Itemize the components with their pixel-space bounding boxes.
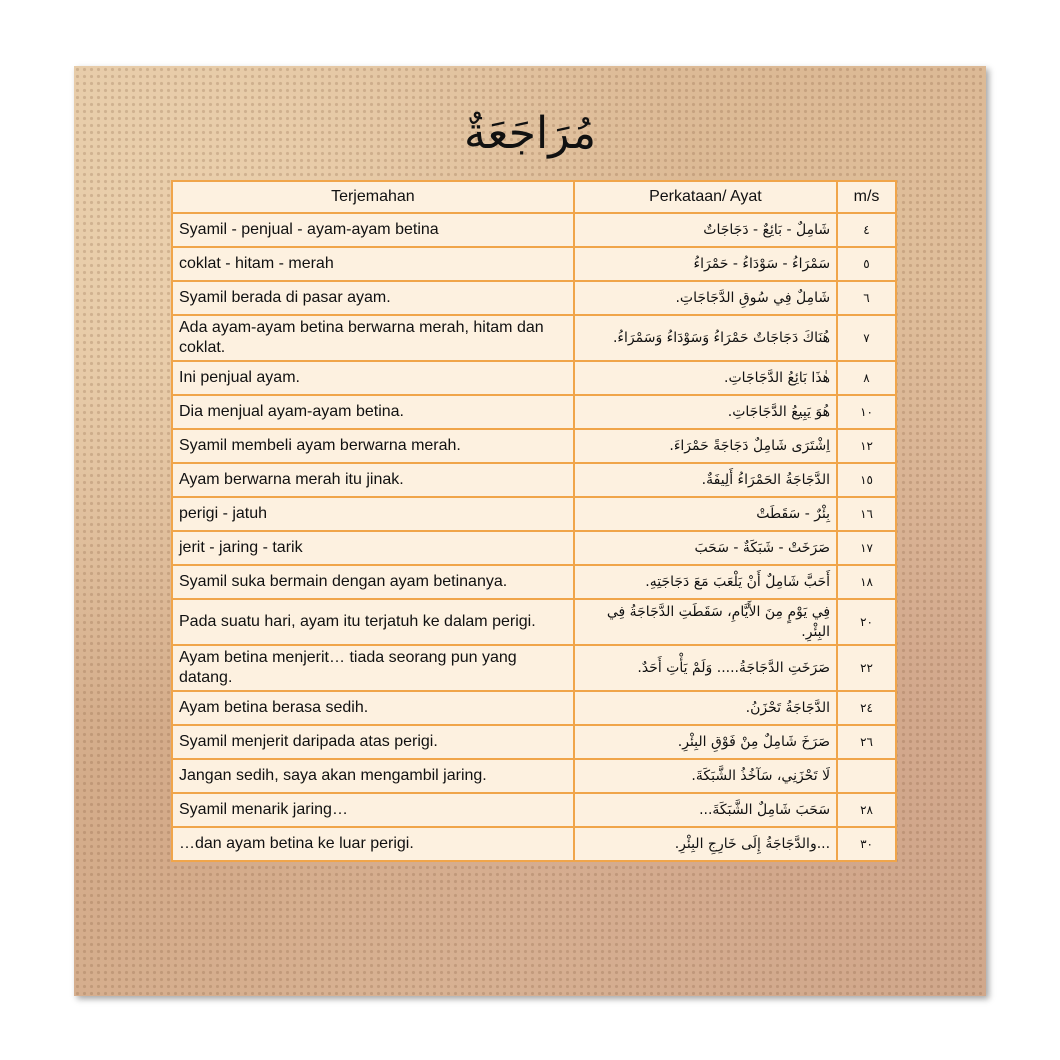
page-number-cell: ١٥	[837, 463, 896, 497]
table-row	[172, 725, 896, 759]
translation-cell: Syamil - penjual - ayam-ayam betina	[172, 213, 574, 247]
translation-cell: Jangan sedih, saya akan mengambil jaring.	[172, 759, 574, 793]
arabic-phrase-cell: هُوَ يَبِيعُ الدَّجَاجَاتِ.	[574, 395, 837, 429]
arabic-phrase-cell: سَحَبَ شَامِلٌ الشَّبَكَةَ...	[574, 793, 837, 827]
table-row	[172, 247, 896, 281]
translation-cell: Syamil berada di pasar ayam.	[172, 281, 574, 315]
table-row	[172, 827, 896, 861]
table-row	[172, 213, 896, 247]
translation-cell: …dan ayam betina ke luar perigi.	[172, 827, 574, 861]
table-row	[172, 395, 896, 429]
arabic-phrase-cell: شَامِلٌ - بَائِعٌ - دَجَاجَاتٌ	[574, 213, 837, 247]
translation-cell: Ini penjual ayam.	[172, 361, 574, 395]
page-number-cell: ١٨	[837, 565, 896, 599]
arabic-phrase-cell: لَا تَحْزَنِي، سَآخُذُ الشَّبَكَةَ.	[574, 759, 837, 793]
column-header-page: m/s	[837, 181, 896, 213]
translation-cell: Syamil suka bermain dengan ayam betinanya.	[172, 565, 574, 599]
arabic-phrase-cell: هٰذَا بَائِعُ الدَّجَاجَاتِ.	[574, 361, 837, 395]
page-number-cell: ٢٨	[837, 793, 896, 827]
arabic-phrase-cell: سَمْرَاءُ - سَوْدَاءُ - حَمْرَاءُ	[574, 247, 837, 281]
arabic-phrase-cell: ...والدَّجَاجَةُ إِلَى خَارِجِ البِئْرِ.	[574, 827, 837, 861]
translation-cell: Ayam berwarna merah itu jinak.	[172, 463, 574, 497]
table-row	[172, 759, 896, 793]
page-number-cell: ٢٤	[837, 691, 896, 725]
page-number-cell: ٢٢	[837, 645, 896, 691]
page-number-cell: ٧	[837, 315, 896, 361]
arabic-phrase-cell: اِشْتَرَى شَامِلٌ دَجَاجَةً حَمْرَاءَ.	[574, 429, 837, 463]
page-number-cell: ٣٠	[837, 827, 896, 861]
table-body	[172, 213, 896, 861]
page-number-cell: ٢٦	[837, 725, 896, 759]
column-header-words: Perkataan/ Ayat	[574, 181, 837, 213]
page-number-cell: ٤	[837, 213, 896, 247]
arabic-phrase-cell: بِئْرٌ - سَقَطَتْ	[574, 497, 837, 531]
table-row	[172, 599, 896, 645]
translation-cell: perigi - jatuh	[172, 497, 574, 531]
arabic-phrase-cell: الدَّجَاجَةُ الحَمْرَاءُ أَلِيفَةٌ.	[574, 463, 837, 497]
translation-cell: Ayam betina berasa sedih.	[172, 691, 574, 725]
table-row	[172, 793, 896, 827]
arabic-phrase-cell: هُنَاكَ دَجَاجَاتٌ حَمْرَاءُ وَسَوْدَاءُ وَسَمْرَاءُ.	[574, 315, 837, 361]
arabic-phrase-cell: صَرَخَ شَامِلٌ مِنْ فَوْقِ البِئْرِ.	[574, 725, 837, 759]
arabic-phrase-cell: فِي يَوْمٍ مِنَ الأَيَّامِ، سَقَطَتِ الدَّجَاجَةُ فِي البِئْرِ.	[574, 599, 837, 645]
translation-cell: jerit - jaring - tarik	[172, 531, 574, 565]
book-page	[74, 66, 986, 996]
page-number-cell: ١٦	[837, 497, 896, 531]
page-number-cell	[837, 759, 896, 793]
translation-cell: Syamil menjerit daripada atas perigi.	[172, 725, 574, 759]
page-number-cell: ٨	[837, 361, 896, 395]
page-number-cell: ٥	[837, 247, 896, 281]
table-row	[172, 531, 896, 565]
table-row	[172, 281, 896, 315]
table-row	[172, 645, 896, 691]
table-row	[172, 315, 896, 361]
arabic-phrase-cell: أَحَبَّ شَامِلٌ أَنْ يَلْعَبَ مَعَ دَجَاجَتِهِ.	[574, 565, 837, 599]
page-number-cell: ١٧	[837, 531, 896, 565]
translation-cell: coklat - hitam - merah	[172, 247, 574, 281]
review-table	[171, 180, 897, 862]
table-row	[172, 463, 896, 497]
arabic-phrase-cell: صَرَخَتِ الدَّجَاجَةُ..... وَلَمْ يَأْتِ أَحَدٌ.	[574, 645, 837, 691]
table-row	[172, 429, 896, 463]
page-number-cell: ١٠	[837, 395, 896, 429]
table-row	[172, 361, 896, 395]
arabic-phrase-cell: الدَّجَاجَةُ تَحْزَنُ.	[574, 691, 837, 725]
column-header-translation: Terjemahan	[172, 181, 574, 213]
table-row	[172, 497, 896, 531]
page-title: مُرَاجَعَةٌ	[463, 108, 597, 159]
translation-cell: Ada ayam-ayam betina berwarna merah, hitam dan coklat.	[172, 315, 574, 361]
translation-cell: Ayam betina menjerit… tiada seorang pun yang datang.	[172, 645, 574, 691]
table-row	[172, 565, 896, 599]
arabic-phrase-cell: صَرَخَتْ - شَبَكَةٌ - سَحَبَ	[574, 531, 837, 565]
page-number-cell: ٢٠	[837, 599, 896, 645]
table-header-row	[172, 181, 896, 213]
table-row	[172, 691, 896, 725]
translation-cell: Syamil membeli ayam berwarna merah.	[172, 429, 574, 463]
translation-cell: Pada suatu hari, ayam itu terjatuh ke dalam perigi.	[172, 599, 574, 645]
arabic-phrase-cell: شَامِلٌ فِي سُوقِ الدَّجَاجَاتِ.	[574, 281, 837, 315]
page-number-cell: ٦	[837, 281, 896, 315]
translation-cell: Syamil menarik jaring…	[172, 793, 574, 827]
page-number-cell: ١٢	[837, 429, 896, 463]
translation-cell: Dia menjual ayam-ayam betina.	[172, 395, 574, 429]
